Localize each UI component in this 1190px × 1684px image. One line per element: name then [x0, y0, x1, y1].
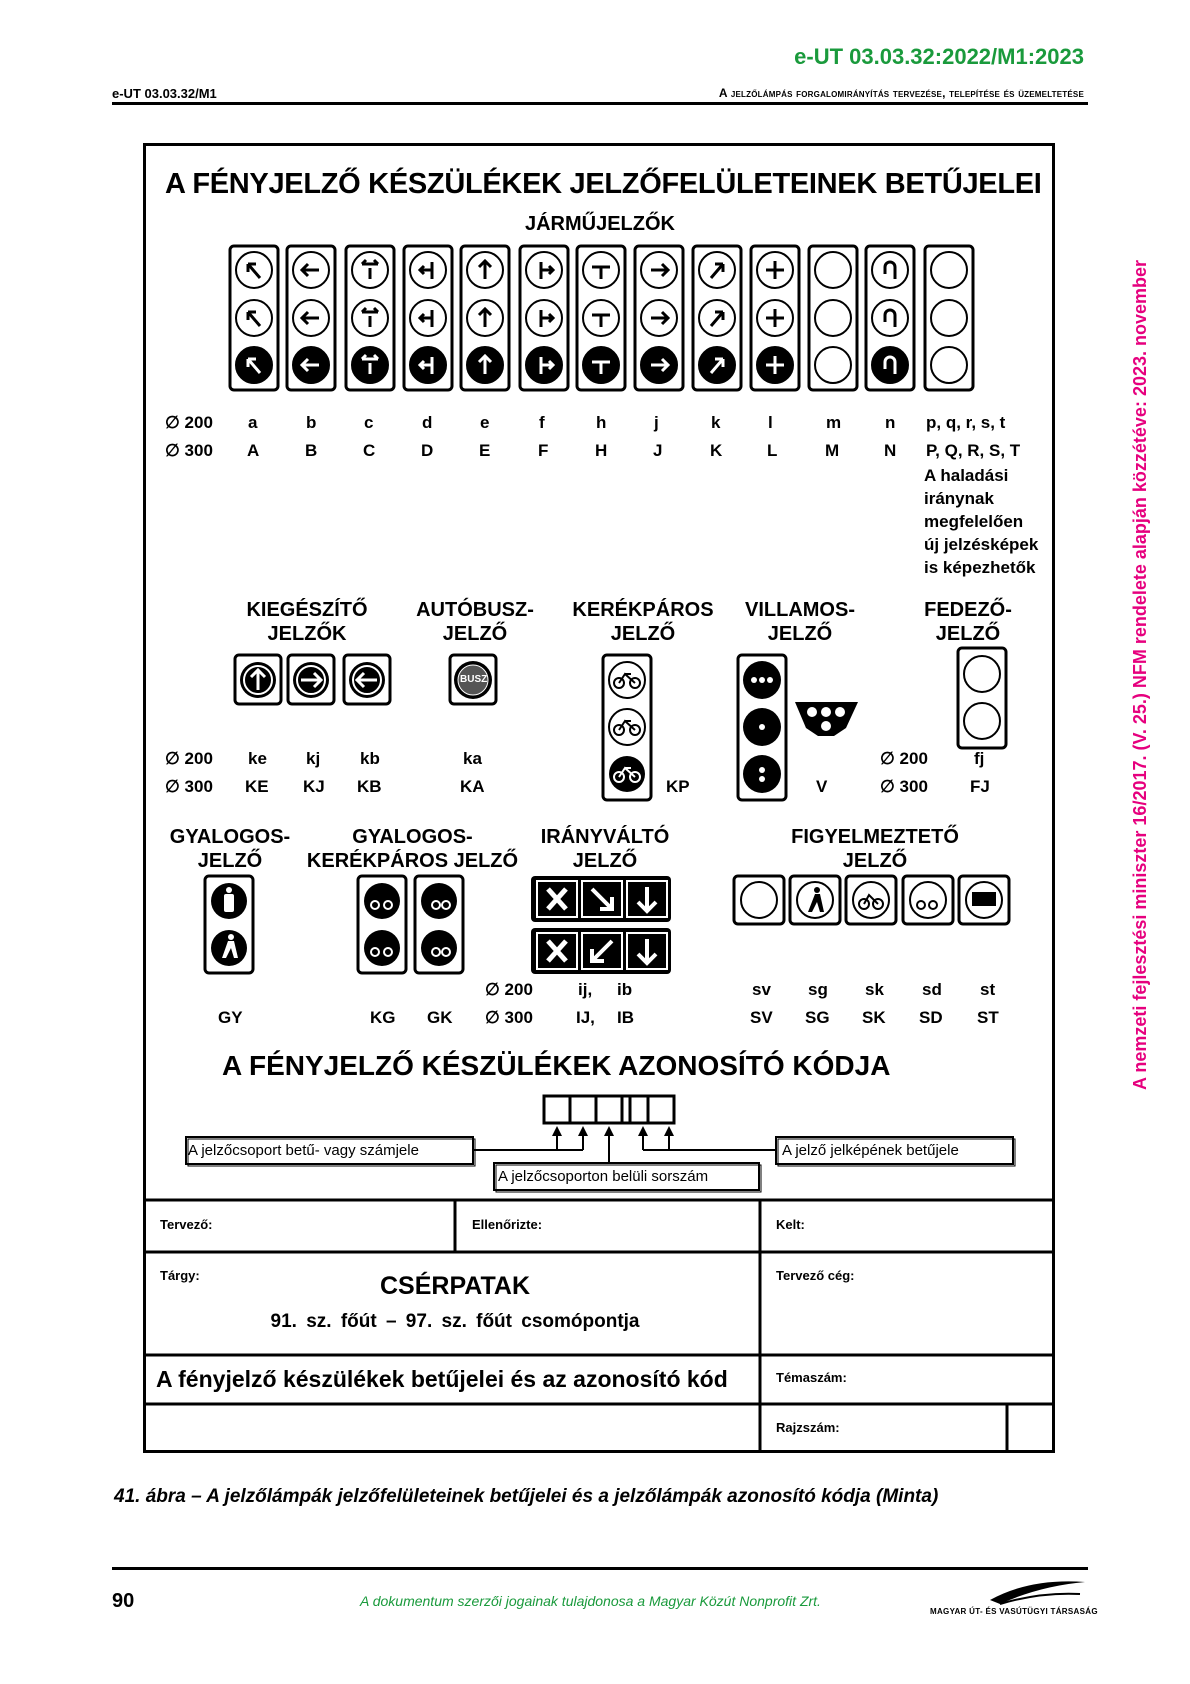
vehicle-code-small: n [885, 413, 896, 432]
code-SV: SV [750, 1008, 773, 1027]
code-sd: sd [922, 980, 942, 999]
vehicle-code-large: E [479, 441, 491, 460]
diameter-200-label: ∅ 200 [165, 413, 213, 432]
heading-figyelmezteto: FIGYELMEZTETŐ JELZŐ [791, 826, 959, 872]
vehicle-code-small: f [539, 413, 545, 432]
heading-villamos: VILLAMOS- JELZŐ [745, 599, 855, 645]
code-SG: SG [805, 1008, 830, 1027]
code-KJ: KJ [303, 777, 325, 796]
diameter-300-label: ∅ 300 [485, 1008, 533, 1027]
diameter-300-label: ∅ 300 [880, 777, 928, 796]
vehicle-code-small: p, q, r, s, t [926, 413, 1006, 432]
id-code-title: A FÉNYJELZŐ KÉSZÜLÉKEK AZONOSÍTÓ KÓDJA [222, 1050, 891, 1081]
vehicle-code-large: C [363, 441, 376, 460]
note-line: iránynak [924, 489, 994, 508]
vehicle-code-large: D [421, 441, 434, 460]
vehicle-code-large: J [653, 441, 663, 460]
code-FJ: FJ [970, 777, 990, 796]
code-ke: ke [248, 749, 267, 768]
code-ib: ib [617, 980, 633, 999]
copyright-note: A dokumentum szerzői jogainak tulajdonosa a Magyar Közút Nonprofit Zrt. [360, 1593, 821, 1609]
code-ij: ij, [578, 980, 593, 999]
code-sv: sv [752, 980, 771, 999]
heading-autobusz: AUTÓBUSZ- JELZŐ [416, 599, 534, 645]
vehicle-code-small: k [711, 413, 721, 432]
vehicle-code-small: b [306, 413, 317, 432]
heading-kiegeszito: KIEGÉSZÍTŐ JELZŐK [246, 599, 368, 645]
publication-note: A nemzeti fejlesztési miniszter 16/2017. (V. 25.) NFM rendelete alapján közzétéve: 2023. november [1130, 259, 1150, 1090]
vehicle-code-large: P, Q, R, S, T [926, 441, 1021, 460]
subject-label: Tárgy: [160, 1268, 200, 1283]
drawing-number-label: Rajzszám: [776, 1420, 840, 1435]
designer-label: Tervező: [160, 1217, 213, 1232]
code-GK: GK [427, 1008, 453, 1027]
heading-iranyvalto: IRÁNYVÁLTÓ JELZŐ [540, 826, 670, 872]
checked-label: Ellenőrizte: [472, 1217, 543, 1232]
diameter-300-label: ∅ 300 [165, 777, 213, 796]
code-SD: SD [919, 1008, 943, 1027]
vehicle-code-large: N [884, 441, 897, 460]
code-SK: SK [862, 1008, 886, 1027]
vehicle-code-large: K [710, 441, 723, 460]
drawing-subtitle: A fényjelző készülékek betűjelei és az azonosító kód [156, 1366, 728, 1392]
vehicle-code-small: l [768, 413, 773, 432]
id-center-label: A jelzőcsoporton belüli sorszám [498, 1168, 709, 1185]
project-number-label: Témaszám: [776, 1370, 847, 1385]
figure-caption: 41. ábra – A jelzőlámpák jelzőfelületeinek betűjelei és a jelzőlámpák azonosító kódja (Minta) [114, 1486, 939, 1507]
note-line: új jelzésképek [924, 535, 1039, 554]
code-ST: ST [977, 1008, 999, 1027]
vehicle-code-large: M [825, 441, 840, 460]
code-KB: KB [357, 777, 382, 796]
code-ka: ka [463, 749, 482, 768]
vehicle-code-small: d [422, 413, 433, 432]
document-code: e-UT 03.03.32:2022/M1:2023 [794, 44, 1084, 69]
code-KE: KE [245, 777, 269, 796]
vehicle-code-small: h [596, 413, 607, 432]
vehicle-code-large: B [305, 441, 318, 460]
code-KP: KP [666, 777, 690, 796]
junction-name: 91. sz. főút – 97. sz. főút csomópontja [270, 1311, 640, 1332]
diameter-200-label: ∅ 200 [165, 749, 213, 768]
code-st: st [980, 980, 996, 999]
vehicle-code-small: m [826, 413, 842, 432]
page-number: 90 [112, 1590, 135, 1612]
drawing-title: A FÉNYJELZŐ KÉSZÜLÉKEK JELZŐFELÜLETEINEK BETŰJELEI [165, 168, 1042, 200]
code-IB: IB [617, 1008, 634, 1027]
vehicle-code-large: H [595, 441, 608, 460]
vehicle-code-small: j [654, 413, 659, 432]
vehicle-code-large: F [538, 441, 549, 460]
code-KA: KA [460, 777, 485, 796]
id-left-label: A jelzőcsoport betű- vagy számjele [188, 1142, 419, 1159]
society-logo-text: MAGYAR ÚT- ÉS VASÚTÜGYI TÁRSASÁG [930, 1607, 1098, 1616]
bus-symbol: BUSZ [460, 674, 488, 685]
heading-kerekparos: KERÉKPÁROS JELZŐ [572, 599, 714, 645]
heading-fedezo: FEDEZŐ- JELZŐ [924, 599, 1012, 645]
heading-gyalogos: GYALOGOS- JELZŐ [169, 826, 291, 872]
id-right-label: A jelző jelképének betűjele [782, 1142, 959, 1159]
vehicle-code-large: L [767, 441, 778, 460]
vehicle-code-small: e [480, 413, 490, 432]
diameter-300-label: ∅ 300 [165, 441, 213, 460]
code-fj: fj [974, 749, 985, 768]
code-IJ: IJ, [576, 1008, 595, 1027]
place-name: CSÉRPATAK [380, 1272, 530, 1300]
short-code: e-UT 03.03.32/M1 [112, 86, 217, 101]
code-V: V [816, 777, 828, 796]
note-line: is képezhetők [924, 558, 1036, 577]
running-title: A jelzőlámpás forgalomirányítás tervezése, telepítése és üzemeltetése [718, 86, 1084, 100]
date-label: Kelt: [776, 1217, 805, 1232]
design-company-label: Tervező cég: [776, 1268, 855, 1283]
vehicle-code-small: c [364, 413, 374, 432]
vehicle-code-large: A [247, 441, 260, 460]
code-kj: kj [306, 749, 321, 768]
code-KG: KG [370, 1008, 396, 1027]
note-line: A haladási [924, 466, 1009, 485]
vehicle-heading: JÁRMŰJELZŐK [524, 213, 675, 235]
vehicle-code-small: a [248, 413, 258, 432]
note-line: megfelelően [924, 512, 1024, 531]
code-kb: kb [360, 749, 380, 768]
heading-gyalogos-kerekparos: GYALOGOS- KERÉKPÁROS JELZŐ [306, 826, 519, 872]
code-GY: GY [218, 1008, 243, 1027]
code-sk: sk [865, 980, 884, 999]
diameter-200-label: ∅ 200 [485, 980, 533, 999]
diameter-200-label: ∅ 200 [880, 749, 928, 768]
code-sg: sg [808, 980, 828, 999]
